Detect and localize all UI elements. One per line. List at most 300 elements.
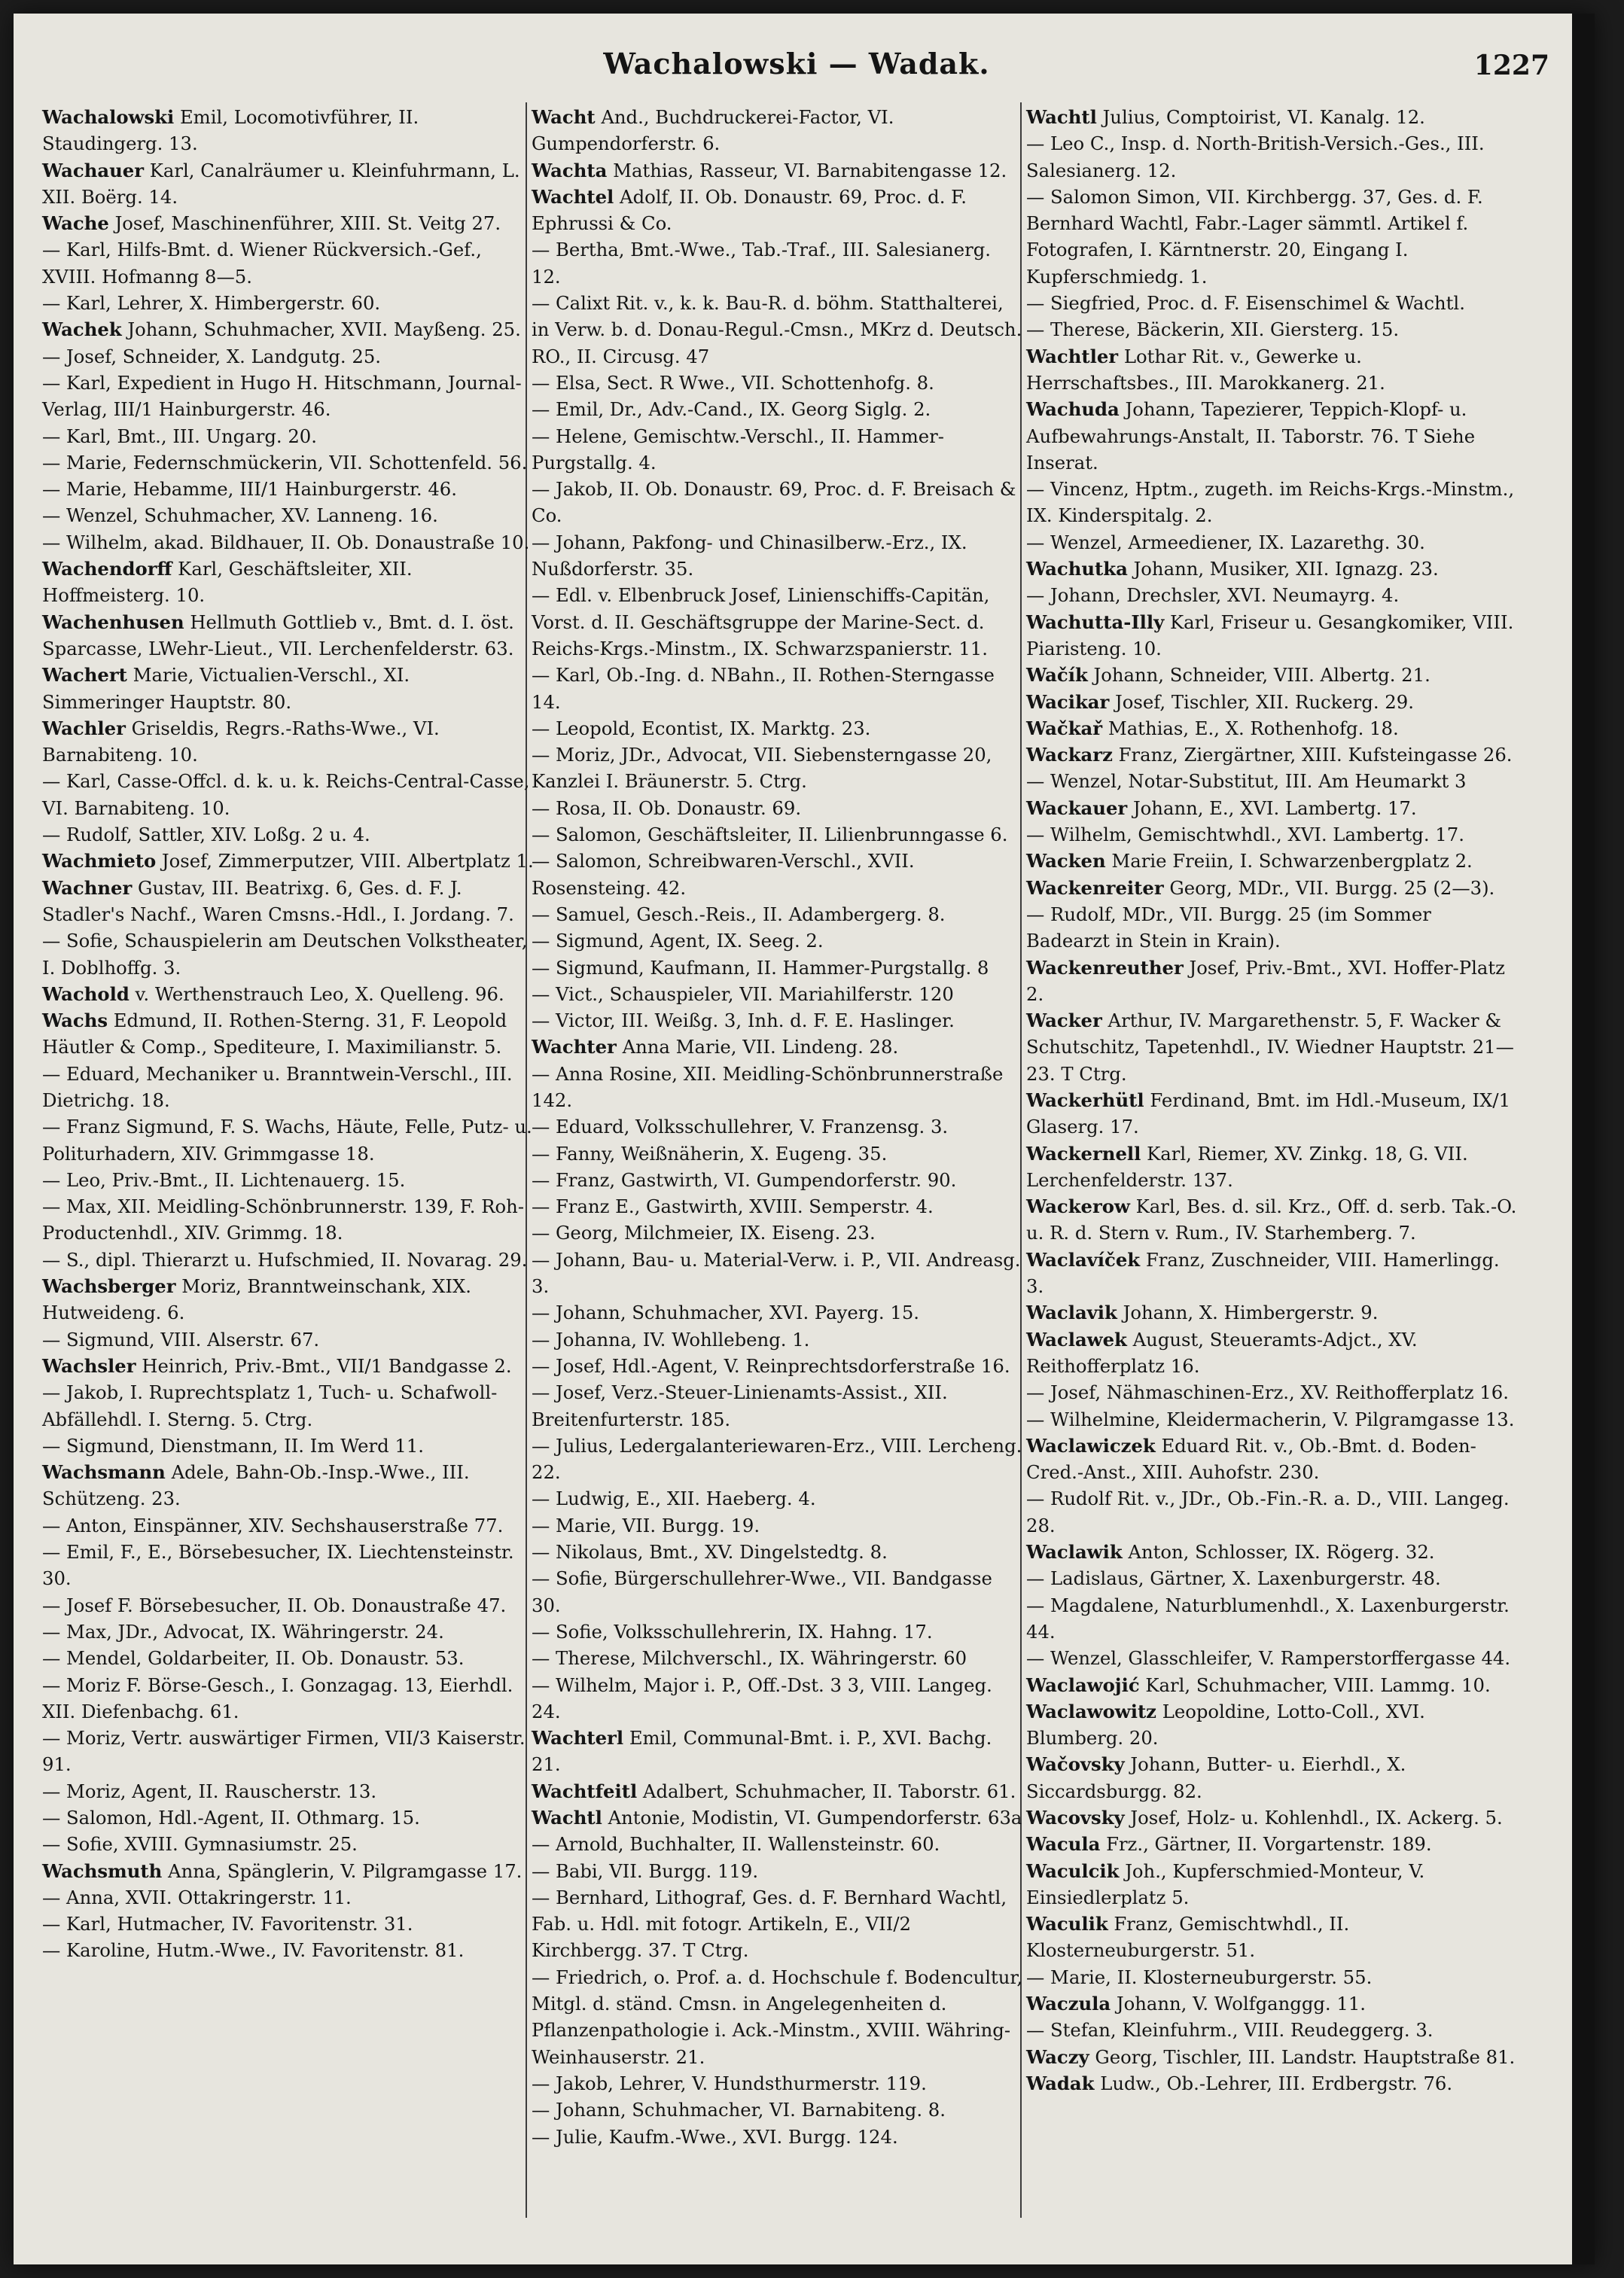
directory-entry	[1026, 529, 1520, 556]
directory-entry	[42, 343, 536, 370]
entry-surname: Wachmieto	[42, 850, 157, 873]
directory-entry	[1026, 1087, 1520, 1141]
entry-surname: Wachek	[42, 318, 122, 341]
directory-entry	[532, 1645, 1025, 1671]
entry-details: Emil, Locomotivführer, II. Staudingerg. 13.	[42, 106, 419, 155]
entry-details: Gustav, III. Beatrixg. 6, Ges. d. F. J. Stadler's Nachf., Waren Cmsns.-Hdl., I. Jordang. 7.	[42, 876, 514, 925]
directory-entry	[42, 1167, 536, 1193]
directory-entry	[1026, 901, 1520, 955]
directory-entry	[532, 1964, 1025, 2070]
entry-details: — Franz, Gastwirth, VI. Gumpendorferstr. 90.	[532, 1168, 957, 1191]
directory-entry	[1026, 1592, 1520, 1646]
directory-entry	[42, 1379, 536, 1433]
entry-details: — Ludwig, E., XII. Haeberg. 4.	[532, 1488, 816, 1510]
directory-entry	[532, 1326, 1025, 1353]
entry-surname: Waczy	[1026, 2045, 1089, 2068]
entry-surname: Waculik	[1026, 1913, 1108, 1935]
directory-entry	[42, 821, 536, 848]
directory-entry	[532, 1167, 1025, 1193]
page-header	[44, 47, 1549, 99]
entry-surname: Wache	[42, 212, 109, 235]
entry-details: Marie, Victualien-Verschl., XI. Simmeringer Hauptstr. 80.	[42, 664, 410, 713]
entry-details: — Karl, Hilfs-Bmt. d. Wiener Rückversich.-Gef., XVIII. Hofmanng 8—5.	[42, 239, 482, 288]
entry-details: — Bertha, Bmt.-Wwe., Tab.-Traf., III. Salesianerg. 12.	[532, 239, 991, 288]
entry-surname: Wacula	[1026, 1833, 1101, 1856]
directory-entry	[532, 476, 1025, 529]
entry-surname: Wachenhusen	[42, 611, 184, 633]
entry-details: Johann, V. Wolfganggg. 11.	[1111, 1993, 1367, 2015]
entry-details: — Stefan, Kleinfuhrm., VIII. Reudeggerg. 3.	[1026, 2019, 1434, 2042]
entry-details: — Leopold, Econtist, IX. Marktg. 23.	[532, 717, 871, 739]
directory-entry	[1026, 1007, 1520, 1087]
entry-details: — Moriz, Vertr. auswärtiger Firmen, VII/3 Kaiserstr. 91.	[42, 1727, 526, 1776]
entry-details: Josef, Maschinenführer, XIII. St. Veitg 27.	[108, 212, 501, 235]
entry-details: — Magdalene, Naturblumenhdl., X. Laxenburgerstr. 44.	[1026, 1594, 1510, 1643]
entry-details: — Moriz, Agent, II. Rauscherstr. 13.	[42, 1780, 377, 1802]
entry-details: — Johann, Drechsler, XVI. Neumayrg. 4.	[1026, 584, 1400, 607]
entry-details: — Johanna, IV. Wohllebeng. 1.	[532, 1328, 810, 1351]
directory-entry	[532, 1193, 1025, 1220]
directory-entry	[532, 582, 1025, 662]
entry-surname: Wačík	[1026, 664, 1088, 687]
entry-details: — Jakob, I. Ruprechtsplatz 1, Tuch- u. Schafwoll-Abfällehdl. I. Sterng. 5. Ctrg.	[42, 1381, 498, 1430]
entry-surname: Wackauer	[1026, 796, 1128, 819]
directory-entry	[1026, 396, 1520, 476]
entry-details: — Nikolaus, Bmt., XV. Dingelstedtg. 8.	[532, 1541, 888, 1564]
directory-entry	[532, 1672, 1025, 1725]
entry-details: — Salomon, Hdl.-Agent, II. Othmarg. 15.	[42, 1807, 420, 1829]
directory-page	[14, 14, 1595, 2264]
entry-details: — Marie, Hebamme, III/1 Hainburgerstr. 46.	[42, 478, 457, 501]
entry-details: — Johann, Bau- u. Material-Verw. i. P., VII. Andreasg. 3.	[532, 1248, 1021, 1298]
directory-entry	[42, 1247, 536, 1273]
entry-details: Johann, Musiker, XII. Ignazg. 23.	[1127, 558, 1439, 580]
directory-entry	[532, 1485, 1025, 1512]
column-1	[42, 104, 536, 1964]
entry-details: Josef, Priv.-Bmt., XVI. Hoffer-Platz 2.	[1026, 956, 1505, 1005]
directory-entry	[42, 370, 536, 423]
entry-details: — Wilhelm, Major i. P., Off.-Dst. 3 3, VIII. Langeg. 24.	[532, 1673, 992, 1722]
directory-entry	[1026, 742, 1520, 768]
directory-entry	[1026, 715, 1520, 742]
directory-entry	[1026, 1698, 1520, 1752]
entry-details: — Victor, III. Weißg. 3, Inh. d. F. E. Haslinger.	[532, 1010, 955, 1032]
entry-details: Adele, Bahn-Ob.-Insp.-Wwe., III. Schützeng. 23.	[42, 1461, 470, 1510]
directory-entry	[1026, 848, 1520, 874]
entry-surname: Wachutta-Illy	[1026, 611, 1165, 633]
directory-entry	[1026, 1804, 1520, 1831]
entry-surname: Waclawek	[1026, 1328, 1127, 1351]
entry-surname: Wachsmuth	[42, 1859, 163, 1882]
entry-details: — Edl. v. Elbenbruck Josef, Linienschiffs-Capitän, Vorst. d. II. Geschäftsgruppe der Marine-Sect. d. Reichs-Krgs.-Minstm., IX. Schwarzspanierstr. 11.	[532, 584, 990, 659]
entry-details: Ludw., Ob.-Lehrer, III. Erdbergstr. 76.	[1094, 2072, 1453, 2094]
entry-details: — Babi, VII. Burgg. 119.	[532, 1859, 759, 1882]
directory-entry	[42, 316, 536, 343]
entry-details: Franz, Zuschneider, VIII. Hamerlingg. 3.	[1026, 1248, 1500, 1298]
entry-details: Georg, Tischler, III. Landstr. Hauptstraße 81.	[1089, 2045, 1516, 2068]
entry-surname: Wadak	[1026, 2072, 1095, 2094]
entry-details: — Wenzel, Armeediener, IX. Lazarethg. 30.	[1026, 531, 1425, 553]
entry-surname: Waclawowitz	[1026, 1700, 1156, 1722]
directory-entry	[1026, 875, 1520, 901]
entry-surname: Wačkař	[1026, 717, 1103, 739]
directory-entry	[532, 795, 1025, 821]
directory-entry	[532, 821, 1025, 848]
entry-surname: Waclavíček	[1026, 1248, 1141, 1271]
entry-details: Leopoldine, Lotto-Coll., XVI. Blumberg. 20.	[1026, 1700, 1425, 1750]
directory-entry	[1026, 1299, 1520, 1326]
entry-details: — Rudolf, Sattler, XIV. Loßg. 2 u. 4.	[42, 824, 370, 846]
directory-entry	[532, 1220, 1025, 1246]
directory-entry	[532, 1565, 1025, 1619]
entry-details: Adolf, II. Ob. Donaustr. 69, Proc. d. F. Ephrussi & Co.	[532, 185, 967, 235]
entry-details: — Mendel, Goldarbeiter, II. Ob. Donaustr. 53.	[42, 1647, 465, 1670]
directory-entry	[1026, 2017, 1520, 2043]
entry-details: Johann, Schneider, VIII. Albertg. 21.	[1087, 664, 1431, 687]
directory-entry	[1026, 1433, 1520, 1486]
directory-entry	[532, 1299, 1025, 1326]
directory-entry	[42, 1007, 536, 1061]
entry-details: — Josef, Hdl.-Agent, V. Reinprechtsdorferstraße 16.	[532, 1354, 1010, 1377]
entry-details: — Franz E., Gastwirth, XVIII. Semperstr. 4.	[532, 1195, 934, 1218]
directory-entry	[532, 290, 1025, 370]
directory-entry	[42, 1619, 536, 1645]
directory-entry	[532, 901, 1025, 927]
entry-details: Edmund, II. Rothen-Sterng. 31, F. Leopold Häutler & Comp., Spediteure, I. Maximilianstr. 5.	[42, 1010, 507, 1058]
entry-details: — Karl, Bmt., III. Ungarg. 20.	[42, 425, 317, 447]
entry-details: Antonie, Modistin, VI. Gumpendorferstr. 63a	[602, 1807, 1022, 1829]
entry-surname: Waclawojić	[1026, 1673, 1140, 1696]
entry-details: Emil, Communal-Bmt. i. P., XVI. Bachg. 21.	[532, 1727, 992, 1776]
directory-entry	[42, 1061, 536, 1114]
directory-entry	[1026, 184, 1520, 290]
entry-details: — Karl, Hutmacher, IV. Favoritenstr. 31.	[42, 1913, 413, 1935]
directory-entry	[42, 1539, 536, 1592]
entry-details: Griseldis, Regrs.-Raths-Wwe., VI. Barnabiteng. 10.	[42, 717, 440, 766]
entry-surname: Wackenreuther	[1026, 956, 1184, 979]
entry-details: — Josef, Nähmaschinen-Erz., XV. Reithofferplatz 16.	[1026, 1381, 1509, 1404]
entry-details: — Wilhelmine, Kleidermacherin, V. Pilgramgasse 13.	[1026, 1408, 1515, 1430]
entry-details: Franz, Ziergärtner, XIII. Kufsteingasse 26.	[1112, 744, 1513, 766]
entry-details: Heinrich, Priv.-Bmt., VII/1 Bandgasse 2.	[136, 1354, 512, 1377]
directory-entry	[1026, 1858, 1520, 1911]
directory-entry	[42, 236, 536, 290]
directory-entry	[42, 1672, 536, 1725]
directory-entry	[1026, 343, 1520, 397]
entry-details: Frz., Gärtner, II. Vorgartenstr. 189.	[1100, 1833, 1432, 1856]
directory-entry	[532, 157, 1025, 184]
entry-surname: Wachner	[42, 876, 133, 899]
directory-entry	[532, 1433, 1025, 1486]
entry-details: — Leo C., Insp. d. North-British-Versich.-Ges., III. Salesianerg. 12.	[1026, 132, 1485, 181]
entry-details: Karl, Friseur u. Gesangkomiker, VIII. Piaristeng. 10.	[1026, 611, 1514, 659]
entry-details: — Karoline, Hutm.-Wwe., IV. Favoritenstr. 81.	[42, 1939, 465, 1962]
directory-entry	[1026, 821, 1520, 848]
directory-entry	[1026, 290, 1520, 316]
directory-entry	[1026, 1990, 1520, 2017]
directory-entry	[532, 1247, 1025, 1300]
entry-details: Josef, Zimmerputzer, VIII. Albertplatz 1.	[156, 850, 534, 873]
directory-entry	[1026, 1964, 1520, 1990]
entry-surname: Wachuda	[1026, 398, 1120, 421]
entry-details: — Wenzel, Notar-Substitut, III. Am Heumarkt 3	[1026, 770, 1467, 793]
entry-details: — Eduard, Volksschullehrer, V. Franzensg. 3.	[532, 1116, 949, 1138]
directory-entry	[42, 157, 536, 211]
entry-details: Mathias, E., X. Rothenhofg. 18.	[1102, 717, 1399, 739]
directory-entry	[1026, 556, 1520, 582]
entry-details: Karl, Bes. d. sil. Krz., Off. d. serb. Tak.-O. u. R. d. Stern v. Rum., IV. Starhemberg. 7.	[1026, 1195, 1517, 1244]
entry-details: Anna Marie, VII. Lindeng. 28.	[616, 1036, 899, 1058]
entry-details: — Jakob, Lehrer, V. Hundsthurmerstr. 119.	[532, 2072, 927, 2094]
entry-details: Johann, Schuhmacher, XVII. Mayßeng. 25.	[121, 318, 521, 341]
entry-details: — Vincenz, Hptm., zugeth. im Reichs-Krgs.-Minstm., IX. Kinderspitalg. 2.	[1026, 478, 1515, 527]
entry-surname: Wachendorff	[42, 558, 172, 580]
entry-details: Franz, Gemischtwhdl., II. Klosterneuburgerstr. 51.	[1026, 1913, 1350, 1962]
entry-details: Adalbert, Schuhmacher, II. Taborstr. 61.	[637, 1780, 1016, 1802]
entry-details: — Rudolf, MDr., VII. Burgg. 25 (im Sommer Badearzt in Stein in Krain).	[1026, 903, 1431, 952]
entry-surname: Wacht	[532, 106, 596, 128]
directory-entry	[532, 715, 1025, 742]
directory-entry	[532, 104, 1025, 157]
directory-entry	[1026, 609, 1520, 662]
directory-entry	[532, 981, 1025, 1007]
directory-entry	[532, 2070, 1025, 2097]
entry-details: — Julius, Ledergalanteriewaren-Erz., VIII. Lercheng. 22.	[532, 1434, 1022, 1484]
directory-entry	[532, 1884, 1025, 1964]
directory-entry	[1026, 2044, 1520, 2070]
entry-details: — Karl, Expedient in Hugo H. Hitschmann, Journal-Verlag, III/1 Hainburgerstr. 46.	[42, 371, 522, 421]
entry-surname: Wachutka	[1026, 558, 1128, 580]
entry-details: — Vict., Schauspieler, VII. Mariahilferstr. 120	[532, 982, 954, 1005]
directory-entry	[1026, 1911, 1520, 1964]
entry-details: Josef, Holz- u. Kohlenhdl., IX. Ackerg. 5.	[1124, 1807, 1503, 1829]
entry-details: — Marie, II. Klosterneuburgerstr. 55.	[1026, 1966, 1373, 1988]
entry-details: — Friedrich, o. Prof. a. d. Hochschule f. Bodencultur, Mitgl. d. ständ. Cmsn. in Angelegenheiten d. Pflanzenpathologie i. Ack.-Minstm., XVIII. Währing-Weinhauserstr. 21.	[532, 1966, 1023, 2068]
entry-surname: Wachauer	[42, 159, 145, 181]
entry-details: — Karl, Casse-Offcl. d. k. u. k. Reichs-Central-Casse, VI. Barnabiteng. 10.	[42, 770, 530, 819]
entry-details: Eduard Rit. v., Ob.-Bmt. d. Boden-Cred.-Anst., XIII. Auhofstr. 230.	[1026, 1434, 1476, 1484]
directory-entry	[42, 1113, 536, 1167]
column-3	[1026, 104, 1520, 2097]
directory-entry	[42, 1725, 536, 1778]
directory-entry	[1026, 1645, 1520, 1671]
directory-entry	[532, 1778, 1025, 1804]
directory-entry	[1026, 1141, 1520, 1194]
entry-details: Johann, E., XVI. Lambertg. 17.	[1127, 796, 1417, 819]
directory-entry	[532, 1007, 1025, 1034]
directory-entry	[1026, 2070, 1520, 2097]
entry-details: — Moriz, JDr., Advocat, VII. Siebensterngasse 20, Kanzlei I. Bräunerstr. 5. Ctrg.	[532, 744, 992, 793]
entry-details: Joh., Kupferschmied-Monteur, V. Einsiedlerplatz 5.	[1026, 1859, 1425, 1908]
directory-entry	[1026, 476, 1520, 529]
directory-entry	[532, 2124, 1025, 2150]
entry-details: — Fanny, Weißnäherin, X. Eugeng. 35.	[532, 1142, 888, 1165]
directory-entry	[42, 529, 536, 556]
entry-surname: Wachsberger	[42, 1275, 176, 1298]
entry-surname: Waczula	[1026, 1993, 1111, 2015]
entry-details: — Sofie, XVIII. Gymnasiumstr. 25.	[42, 1833, 358, 1856]
entry-details: Arthur, IV. Margarethenstr. 5, F. Wacker & Schutschitz, Tapetenhdl., IV. Wiedner Hauptstr. 21—23. T Ctrg.	[1026, 1010, 1514, 1085]
entry-details: — Johann, Schuhmacher, VI. Barnabiteng. 8.	[532, 2099, 946, 2121]
directory-entry	[532, 1725, 1025, 1778]
directory-entry	[1026, 1379, 1520, 1405]
directory-entry	[532, 1619, 1025, 1645]
entry-details: — Sofie, Bürgerschullehrer-Wwe., VII. Bandgasse 30.	[532, 1567, 992, 1616]
directory-entry	[1026, 1406, 1520, 1433]
entry-details: Josef, Tischler, XII. Ruckerg. 29.	[1109, 690, 1414, 713]
entry-details: — Anna Rosine, XII. Meidling-Schönbrunnerstraße 142.	[532, 1062, 1004, 1111]
entry-surname: Wachterl	[532, 1727, 624, 1750]
directory-entry	[42, 768, 536, 821]
page-number: 1227	[1473, 50, 1549, 81]
entry-details: — Rudolf Rit. v., JDr., Ob.-Fin.-R. a. D., VIII. Langeg. 28.	[1026, 1488, 1510, 1536]
directory-entry	[532, 1858, 1025, 1884]
directory-entry	[532, 927, 1025, 954]
entry-surname: Waculcik	[1026, 1859, 1120, 1882]
entry-surname: Wachs	[42, 1010, 108, 1032]
page-edge-shadow	[1572, 14, 1595, 2264]
entry-surname: Wachsler	[42, 1354, 136, 1377]
entry-details: — Max, JDr., Advocat, IX. Währingerstr. 24.	[42, 1620, 444, 1643]
directory-entry	[532, 529, 1025, 583]
entry-details: — Samuel, Gesch.-Reis., II. Adambergerg. 8.	[532, 903, 946, 925]
directory-entry	[532, 848, 1025, 901]
directory-entry	[42, 1459, 536, 1512]
directory-entry	[532, 662, 1025, 715]
directory-entry	[42, 1645, 536, 1671]
entry-surname: Wachler	[42, 717, 126, 739]
entry-details: — Therese, Milchverschl., IX. Währingerstr. 60	[532, 1647, 967, 1670]
entry-details: — Johann, Schuhmacher, XVI. Payerg. 15.	[532, 1302, 920, 1324]
entry-surname: Wachert	[42, 664, 127, 687]
entry-details: — Moriz F. Börse-Gesch., I. Gonzagag. 13, Eierhdl. XII. Diefenbachg. 61.	[42, 1673, 513, 1722]
entry-details: Ferdinand, Bmt. im Hdl.-Museum, IX/1 Glaserg. 17.	[1026, 1089, 1511, 1138]
directory-entry	[42, 927, 536, 981]
entry-details: — Wilhelm, akad. Bildhauer, II. Ob. Donaustraße 10.	[42, 531, 530, 553]
directory-entry	[1026, 1326, 1520, 1380]
entry-details: Julius, Comptoirist, VI. Kanalg. 12.	[1096, 106, 1425, 128]
directory-entry	[532, 1804, 1025, 1831]
entry-details: — Rosa, II. Ob. Donaustr. 69.	[532, 796, 802, 819]
entry-surname: Wackarz	[1026, 744, 1113, 766]
entry-details: — Salomon, Geschäftsleiter, II. Lilienbrunngasse 6.	[532, 824, 1008, 846]
entry-details: — Anton, Einspänner, XIV. Sechshauserstraße 77.	[42, 1514, 504, 1536]
entry-details: Moriz, Branntweinschank, XIX. Hutweideng. 6.	[42, 1275, 471, 1324]
directory-entry	[42, 1592, 536, 1619]
directory-entry	[1026, 1247, 1520, 1300]
directory-entry	[42, 875, 536, 928]
directory-entry	[532, 955, 1025, 981]
directory-entry	[42, 1804, 536, 1831]
directory-entry	[42, 423, 536, 449]
directory-entry	[532, 1539, 1025, 1565]
entry-details: — Johann, Pakfong- und Chinasilberw.-Erz., IX. Nußdorferstr. 35.	[532, 531, 967, 580]
directory-entry	[42, 662, 536, 715]
directory-entry	[1026, 1672, 1520, 1698]
entry-details: — Sigmund, Dienstmann, II. Im Werd 11.	[42, 1434, 425, 1457]
entry-details: — Ladislaus, Gärtner, X. Laxenburgerstr. 48.	[1026, 1567, 1441, 1590]
directory-entry	[1026, 795, 1520, 821]
directory-entry	[1026, 316, 1520, 343]
entry-surname: Wačovsky	[1026, 1753, 1125, 1776]
entry-details: — Anna, XVII. Ottakringerstr. 11.	[42, 1886, 352, 1908]
entry-surname: Wacker	[1026, 1010, 1102, 1032]
entry-details: — Sofie, Schauspielerin am Deutschen Volkstheater, I. Doblhoffg. 3.	[42, 930, 528, 979]
entry-details: — Julie, Kaufm.-Wwe., XVI. Burgg. 124.	[532, 2125, 898, 2148]
directory-entry	[42, 210, 536, 236]
directory-entry	[1026, 130, 1520, 184]
directory-entry	[532, 1353, 1025, 1379]
directory-entry	[1026, 1539, 1520, 1565]
entry-surname: Wachtler	[1026, 345, 1119, 367]
directory-entry	[532, 1831, 1025, 1857]
entry-details: Karl, Riemer, XV. Zinkg. 18, G. VII. Lerchenfelderstr. 137.	[1026, 1142, 1468, 1191]
directory-entry	[1026, 1831, 1520, 1857]
entry-details: Karl, Geschäftsleiter, XII. Hoffmeisterg. 10.	[42, 558, 413, 607]
entry-surname: Wachtel	[532, 185, 614, 208]
entry-details: Marie Freiin, I. Schwarzenbergplatz 2.	[1105, 850, 1473, 873]
entry-details: — Arnold, Buchhalter, II. Wallensteinstr. 60.	[532, 1833, 940, 1856]
entry-details: — Sigmund, Kaufmann, II. Hammer-Purgstallg. 8	[532, 956, 989, 979]
entry-details: — Salomon Simon, VII. Kirchbergg. 37, Ges. d. F. Bernhard Wachtl, Fabr.-Lager sämmtl. Artikel f. Fotografen, I. Kärntnerstr. 20, Eingang I. Kupferschmiedg. 1.	[1026, 185, 1483, 288]
entry-details: Georg, MDr., VII. Burgg. 25 (2—3).	[1163, 876, 1495, 899]
entry-details: Karl, Schuhmacher, VIII. Lammg. 10.	[1139, 1673, 1491, 1696]
directory-entry	[42, 104, 536, 157]
column-2	[532, 104, 1025, 2150]
directory-entry	[42, 290, 536, 316]
directory-entry	[42, 1911, 536, 1937]
entry-surname: Waclawiczek	[1026, 1434, 1156, 1457]
entry-details: — Siegfried, Proc. d. F. Eisenschimel & Wachtl.	[1026, 292, 1465, 315]
entry-details: — Wenzel, Schuhmacher, XV. Lanneng. 16.	[42, 504, 438, 527]
directory-entry	[532, 1141, 1025, 1167]
entry-details: And., Buchdruckerei-Factor, VI. Gumpendorferstr. 6.	[532, 106, 894, 155]
entry-details: Johann, X. Himbergerstr. 9.	[1117, 1302, 1379, 1324]
entry-details: — Jakob, II. Ob. Donaustr. 69, Proc. d. F. Breisach & Co.	[532, 478, 1016, 527]
directory-entry	[1026, 662, 1520, 688]
directory-entry	[42, 848, 536, 874]
directory-entry	[532, 236, 1025, 290]
directory-entry	[1026, 104, 1520, 130]
directory-entry	[532, 396, 1025, 422]
entry-details: — Wenzel, Glasschleifer, V. Ramperstorffergasse 44.	[1026, 1647, 1511, 1670]
entry-surname: Wachtl	[532, 1807, 602, 1829]
entry-details: Anton, Schlosser, IX. Rögerg. 32.	[1122, 1541, 1435, 1564]
entry-surname: Wackerhütl	[1026, 1089, 1144, 1111]
directory-entry	[1026, 689, 1520, 715]
entry-details: v. Werthenstrauch Leo, X. Quelleng. 96.	[129, 982, 504, 1005]
directory-entry	[42, 1353, 536, 1379]
entry-surname: Wacovsky	[1026, 1807, 1125, 1829]
directory-entry	[532, 370, 1025, 396]
entry-details: — Eduard, Mechaniker u. Branntwein-Verschl., III. Dietrichg. 18.	[42, 1062, 513, 1111]
directory-entry	[42, 556, 536, 609]
directory-entry	[42, 609, 536, 662]
directory-entry	[42, 1858, 536, 1884]
entry-details: — Georg, Milchmeier, IX. Eiseng. 23.	[532, 1222, 876, 1244]
entry-surname: Wacken	[1026, 850, 1106, 873]
entry-details: — Josef F. Börsebesucher, II. Ob. Donaustraße 47.	[42, 1594, 507, 1616]
directory-entry	[532, 742, 1025, 795]
directory-entry	[1026, 955, 1520, 1008]
directory-entry	[42, 1831, 536, 1857]
entry-details: — Marie, Federnschmückerin, VII. Schottenfeld. 56.	[42, 451, 528, 474]
directory-entry	[532, 1061, 1025, 1114]
directory-entry	[532, 184, 1025, 237]
entry-details: Anna, Spänglerin, V. Pilgramgasse 17.	[162, 1859, 523, 1882]
entry-details: — Franz Sigmund, F. S. Wachs, Häute, Felle, Putz- u. Politurhadern, XIV. Grimmgasse 18.	[42, 1116, 532, 1165]
directory-entry	[42, 502, 536, 528]
